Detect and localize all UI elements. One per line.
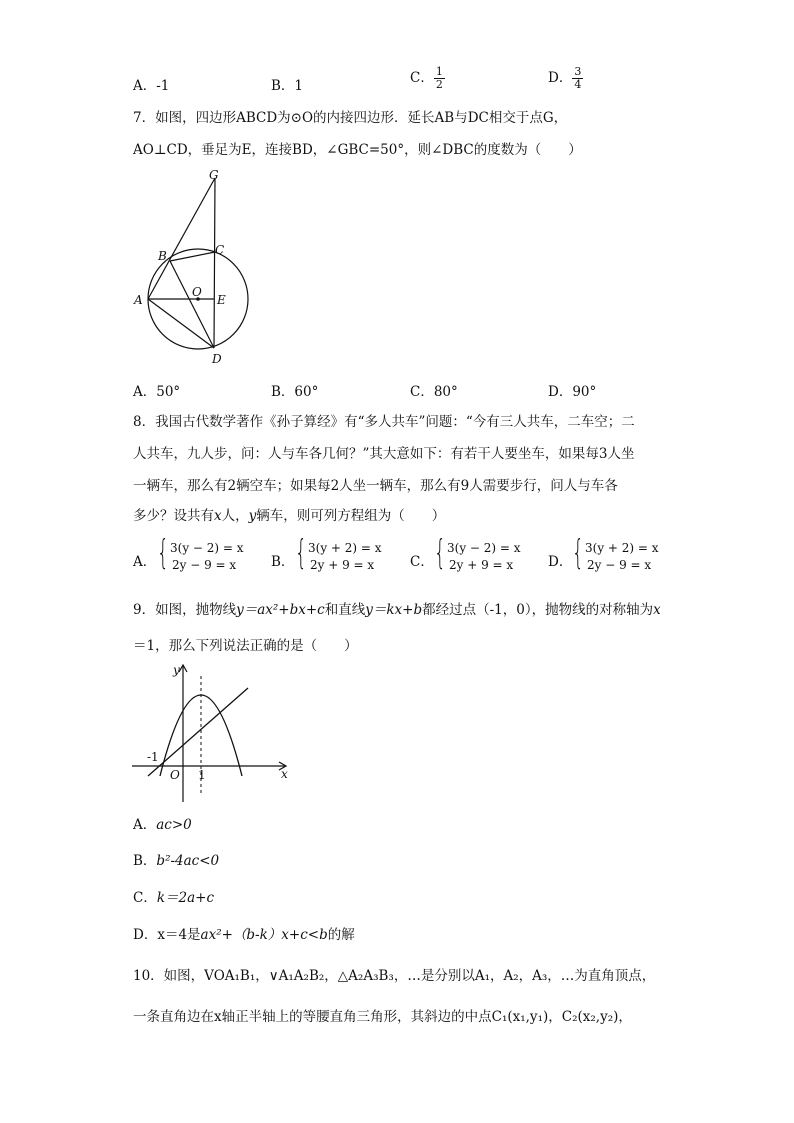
q8-option-b-eq2: 2y + 9 = x — [310, 558, 375, 572]
q9-option-b-text: b²-4ac<0 — [156, 853, 220, 869]
q8-line4-part-a: 多少？设共有 — [133, 508, 214, 524]
label-e: E — [217, 293, 226, 307]
q8-line4-part-b: 人， — [221, 508, 249, 524]
q7-option-a: A．50° — [133, 384, 181, 400]
label-d: D — [212, 352, 222, 366]
q6-option-b: B．1 — [271, 78, 304, 94]
q6-d-numerator: 3 — [574, 65, 582, 78]
q8-option-a-label: A． — [133, 554, 157, 570]
q8-option-b-label: B． — [271, 554, 295, 570]
q9-option-d-part-c: 的解 — [327, 927, 355, 943]
q6-option-d — [548, 66, 583, 91]
q10-stem-line-2: 一条直角边在x轴正半轴上的等腰直角三角形，其斜边的中点C₁(x₁,y₁)，C₂(x₂,y₂)， — [133, 1009, 632, 1025]
label-a: A — [134, 293, 143, 307]
q9-line1-part-c: 都经过点（-1，0），抛物线的对称轴为 — [422, 602, 654, 618]
q8-option-b-system — [308, 540, 382, 574]
q8-var-x: x — [214, 508, 222, 524]
q9-option-d-label: D． — [133, 927, 158, 943]
q8-option-b-brace: { — [295, 533, 307, 573]
q9-stem-line-1 — [133, 600, 661, 620]
q8-option-a-system — [170, 540, 244, 574]
q6-c-numerator: 1 — [435, 65, 443, 78]
straight-line — [148, 688, 248, 776]
q8-var-y: y — [248, 508, 257, 524]
q8-option-c-brace: { — [434, 533, 446, 573]
q9-option-c — [133, 888, 214, 908]
q8-option-d-brace: { — [572, 533, 584, 573]
q9-option-c-text: k＝2a+c — [156, 890, 215, 906]
q9-option-a-text: ac>0 — [156, 817, 192, 833]
q7-stem-line-2: AO⊥CD，垂足为E，连接BD，∠GBC=50°，则∠DBC的度数为（ ） — [133, 142, 582, 158]
q8-option-b-eq1: 3(y + 2) = x — [308, 541, 382, 555]
line-gd — [214, 178, 215, 348]
q6-option-c — [410, 66, 445, 91]
q9-parabola-eq: y＝ax²+bx+c — [236, 602, 325, 618]
q6-c-denominator: 2 — [435, 78, 443, 91]
q9-axis-var: x — [653, 602, 661, 618]
q8-option-a-eq1: 3(y − 2) = x — [170, 541, 244, 555]
label-c: C — [215, 243, 225, 257]
q6-option-c-label: C． — [410, 70, 434, 86]
label-b: B — [158, 249, 167, 263]
q9-line-eq: y＝kx+b — [365, 602, 423, 618]
q8-option-c-eq1: 3(y − 2) = x — [447, 541, 521, 555]
label-y: y — [173, 663, 180, 677]
q8-option-d-system — [585, 540, 659, 574]
label-one: 1 — [198, 768, 206, 782]
label-o: O — [192, 285, 202, 299]
q9-option-c-label: C． — [133, 890, 157, 906]
q9-stem-line-2: ＝1，那么下列说法正确的是（ ） — [133, 638, 358, 654]
q6-d-denominator: 4 — [574, 78, 582, 91]
q9-option-b — [133, 851, 219, 871]
q8-stem-line-2: 人共车，九人步，问：人与车各几何？”其大意如下：有若干人要坐车，如果每3人坐 — [133, 446, 635, 462]
q6-option-c-fraction — [434, 66, 445, 91]
q6-option-d-label: D． — [548, 70, 573, 86]
q8-line4-part-c: 辆车，则可列方程组为（ ） — [256, 508, 446, 524]
label-origin: O — [170, 768, 180, 782]
q9-option-b-label: B． — [133, 853, 157, 869]
q8-option-d-eq1: 3(y + 2) = x — [585, 541, 659, 555]
q9-option-d-inequality: ax²+（b-k）x+c<b — [200, 927, 328, 943]
q10-stem-line-1: 10．如图，VOA₁B₁，∨A₁A₂B₂，△A₂A₃B₃，…是分别以A₁，A₂，A₃，…为直角顶点， — [133, 968, 656, 984]
q8-option-a-brace: { — [157, 533, 169, 573]
q9-line1-part-b: 和直线 — [324, 602, 366, 618]
q7-option-c: C．80° — [410, 384, 458, 400]
label-minus-one: -1 — [147, 750, 159, 764]
q6-option-a: A．-1 — [133, 78, 170, 94]
line-ad — [148, 299, 214, 348]
q9-option-a — [133, 815, 192, 835]
q9-option-a-label: A． — [133, 817, 157, 833]
q8-option-c-eq2: 2y + 9 = x — [449, 558, 514, 572]
q9-option-d — [133, 925, 355, 945]
q7-option-d: D．90° — [548, 384, 597, 400]
label-x: x — [281, 767, 288, 781]
q6-option-d-fraction — [572, 66, 583, 91]
q8-option-d-eq2: 2y − 9 = x — [587, 558, 652, 572]
q7-circle-figure — [130, 168, 260, 368]
line-bd — [170, 261, 214, 348]
q8-stem-line-3: 一辆车，那么有2辆空车；如果每2人坐一辆车，那么有9人需要步行，问人与车各 — [133, 478, 618, 494]
q9-option-d-part-a: x＝4是 — [157, 927, 201, 943]
q8-option-a-eq2: 2y − 9 = x — [172, 558, 237, 572]
q9-graph-figure — [130, 662, 300, 807]
q8-stem-line-1: 8．我国古代数学著作《孙子算经》有“多人共车”问题：“今有三人共车，二车空；二 — [133, 414, 635, 430]
q8-stem-line-4 — [133, 506, 445, 526]
q8-option-d-label: D． — [548, 554, 573, 570]
q8-option-c-system — [447, 540, 521, 574]
line-ag — [148, 178, 215, 299]
q7-stem-line-1: 7．如图，四边形ABCD为⊙O的内接四边形．延长AB与DC相交于点G， — [133, 110, 568, 126]
q8-option-c-label: C． — [410, 554, 434, 570]
q9-line1-part-a: 9．如图，抛物线 — [133, 602, 237, 618]
q7-option-b: B．60° — [271, 384, 319, 400]
label-g: G — [209, 168, 219, 182]
